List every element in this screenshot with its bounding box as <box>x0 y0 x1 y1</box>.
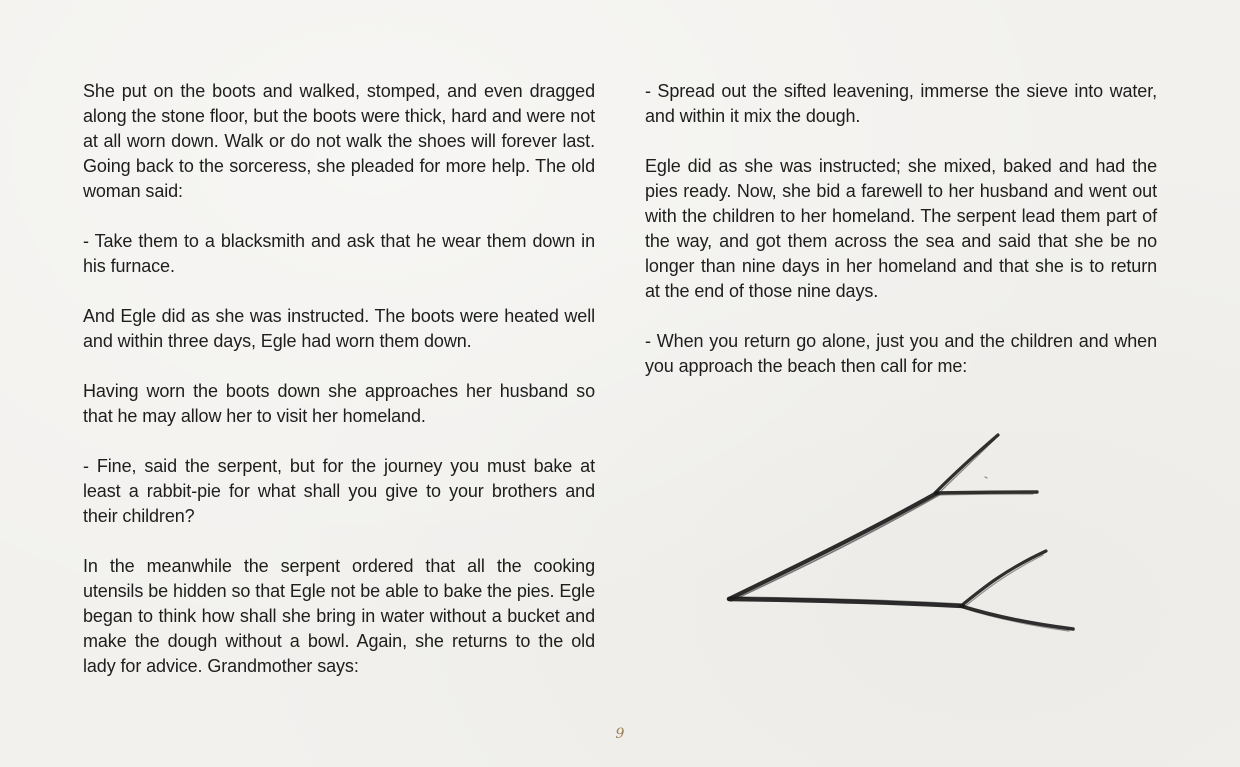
paragraph: - Fine, said the serpent, but for the journey you must bake at least a rabbit-pie for what shall you give to your brothers and their children? <box>83 456 595 526</box>
paragraph: - Take them to a blacksmith and ask that he wear them down in his furnace. <box>83 231 595 276</box>
branch-sketch-icon <box>715 425 1085 640</box>
page-number: 9 <box>615 726 625 742</box>
paragraph: Egle did as she was instructed; she mixed, baked and had the pies ready. Now, she bid a farewell to her husband and went out with the children to her homeland. The serpent lead them part of the way, and got them across the sea and said that she be no longer than nine days in her homeland and that she is to return at the end of those nine days. <box>645 156 1157 301</box>
paragraph: And Egle did as she was instructed. The boots were heated well and within three days, Egle had worn them down. <box>83 306 595 351</box>
paragraph: - Spread out the sifted leavening, immerse the sieve into water, and within it mix the dough. <box>645 81 1157 126</box>
paragraph: - When you return go alone, just you and the children and when you approach the beach then call for me: <box>645 331 1157 376</box>
branch-sketch-drawing <box>715 425 1085 640</box>
paragraph: She put on the boots and walked, stomped, and even dragged along the stone floor, but the boots were thick, hard and were not at all worn down. Walk or do not walk the shoes will forever last. Going back to the sorceress, she pleaded for more help. The old woman said: <box>83 81 595 201</box>
paragraph: In the meanwhile the serpent ordered that all the cooking utensils be hidden so that Egle not be able to bake the pies. Egle began to think how shall she bring in water without a bucket and make the dough without a bowl. Again, she returns to the old lady for advice. Grandmother says: <box>83 556 595 676</box>
right-text-column <box>645 79 1157 404</box>
paragraph: Having worn the boots down she approaches her husband so that he may allow her to visit her homeland. <box>83 381 595 426</box>
left-text-column <box>83 79 595 704</box>
